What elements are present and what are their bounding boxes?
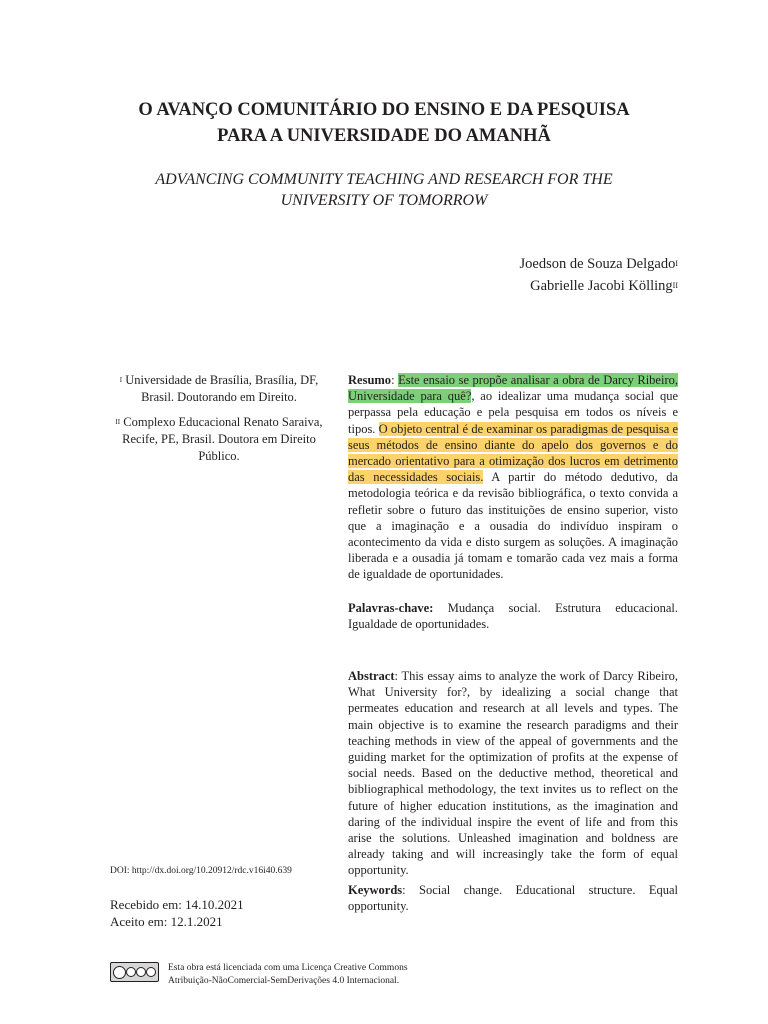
cc-circle-icon — [113, 966, 126, 979]
palavras-chave-label: Palavras-chave: — [348, 601, 434, 615]
license-line-2: Atribuição-NãoComercial-SemDerivações 4.0 Internacional. — [168, 975, 400, 986]
author-1-name: Joedson de Souza Delgado — [519, 256, 676, 272]
author-list — [519, 254, 678, 297]
affiliations — [108, 372, 330, 473]
abstract-label: Abstract — [348, 669, 395, 683]
keywords-label: Keywords — [348, 883, 403, 897]
resumo-text-1: , ao idealizar uma mudança social que perpassa pela educação e pela pesquisa em todos os níveis e tipos. — [348, 389, 679, 436]
resumo-text-2: A partir do método dedutivo, da metodologia teórica e da revisão bibliográfica, o texto convida a refletir sobre o futuro das instituições de ensino superior, visto que a imaginação e a ousadia do indivíduo inspiram o acontecimento da vida e disto surgem as soluções. A imaginação liberada e a ousadia já tomam e tomarão cada vez mais a forma de igualdade de oportunidades. — [348, 470, 678, 582]
affiliation-1-mark: I — [119, 376, 123, 384]
author-1 — [519, 254, 678, 276]
author-1-mark: I — [675, 259, 678, 268]
license-notice — [168, 962, 408, 987]
resumo-paragraph — [348, 372, 678, 583]
affiliation-2 — [108, 414, 330, 465]
nc-circle-icon — [136, 967, 146, 977]
author-2 — [519, 276, 678, 298]
keywords-text: : Social change. Educational structure. Equal opportunity. — [348, 883, 678, 914]
affiliation-1-text: Universidade de Brasília, Brasília, DF, Brasil. Doutorando em Direito. — [125, 373, 319, 404]
palavras-chave-paragraph — [348, 600, 678, 632]
accepted-date: Aceito em: 12.1.2021 — [110, 914, 223, 929]
abstract-text: : This essay aims to analyze the work of Darcy Ribeiro, What University for?, by idealizing a social change that permeates education and research at all levels and types. The main objective is to examine the research paradigms and their teaching methods in view of the appeal of governments and the guiding market for the optimization of profits at the expense of social needs. Based on the deductive method, theoretical and bibliographical methodology, the text invites us to reflect on the future of higher education institutions, as the imagination and daring of the individual inspire the event of life and from this arise the solutions. Unleashed imagination and boldness are already taking and will increasingly take the form of equal opportunity. — [348, 669, 678, 878]
affiliation-1 — [108, 372, 330, 406]
license-line-1: Esta obra está licenciada com uma Licença Creative Commons — [168, 963, 408, 973]
creative-commons-by-nc-nd-icon[interactable] — [110, 962, 159, 982]
resumo-highlight-yellow: O objeto central é de examinar os paradigmas de pesquisa e seus métodos de ensino diante do apelo dos governos e do mercado orientativo para a otimização dos lucros em detrimento das necessidades sociais. — [348, 421, 679, 485]
submission-dates — [110, 896, 244, 930]
paper-title-english-line-1: ADVANCING COMMUNITY TEACHING AND RESEARCH FOR THE — [155, 171, 613, 188]
resumo-highlight-green: Este ensaio se propõe analisar a obra de Darcy Ribeiro, Universidade para quê? — [348, 373, 678, 404]
abstract-paragraph — [348, 668, 678, 879]
keywords-paragraph — [348, 882, 678, 914]
palavras-chave-text: Mudança social. Estrutura educacional. Igualdade de oportunidades. — [348, 601, 678, 632]
author-2-name: Gabrielle Jacobi Kölling — [530, 277, 673, 294]
affiliation-2-mark: II — [115, 418, 121, 426]
paper-title-line-2: PARA A UNIVERSIDADE DO AMANHÃ — [217, 126, 551, 146]
by-circle-icon — [126, 967, 136, 977]
doi-link[interactable]: DOI: http://dx.doi.org/10.20912/rdc.v16i40.639 — [110, 866, 292, 876]
received-date: Recebido em: 14.10.2021 — [110, 897, 244, 912]
paper-title-english — [80, 169, 688, 211]
resumo-sep: : — [391, 373, 399, 387]
author-2-mark: II — [672, 280, 678, 290]
paper-title-english-line-2: UNIVERSITY OF TOMORROW — [280, 192, 488, 209]
paper-title — [60, 97, 708, 149]
affiliation-2-text: Complexo Educacional Renato Saraiva, Recife, PE, Brasil. Doutora em Direito Público. — [122, 415, 323, 463]
paper-title-line-1: O AVANÇO COMUNITÁRIO DO ENSINO E DA PESQUISA — [138, 100, 630, 120]
resumo-label: Resumo — [348, 373, 392, 387]
nd-circle-icon — [146, 967, 156, 977]
